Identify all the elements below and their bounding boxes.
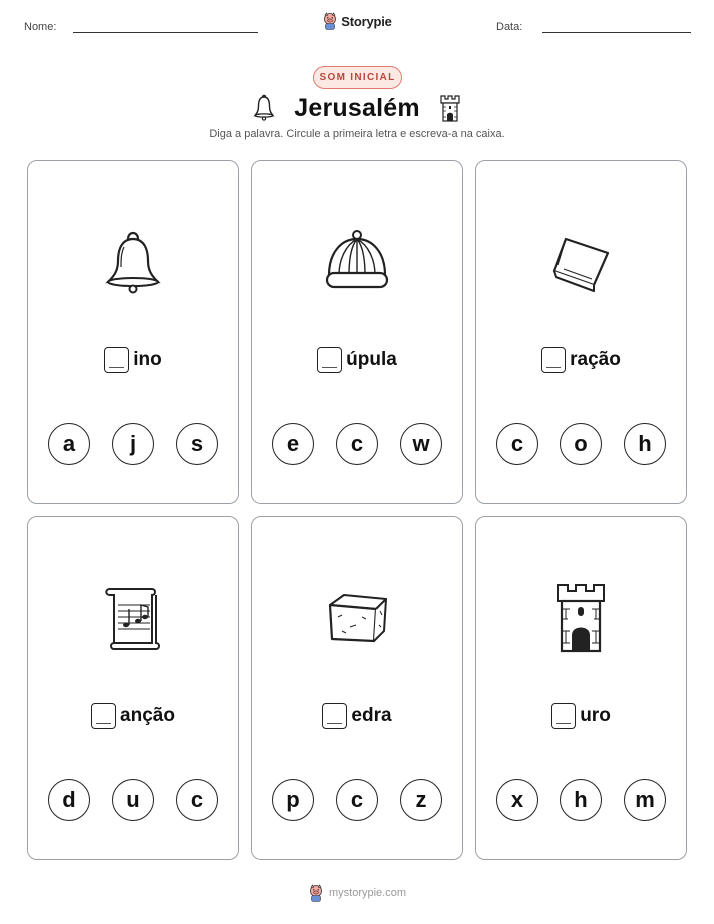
music-scroll-icon — [96, 581, 170, 655]
answer-box[interactable] — [91, 703, 116, 729]
date-field — [496, 20, 691, 33]
choice-letter[interactable]: m — [624, 779, 666, 821]
brand-name: Storypie — [341, 13, 392, 29]
exercise-grid — [27, 160, 688, 860]
choice-letter[interactable]: w — [400, 423, 442, 465]
castle-tower-icon — [438, 94, 462, 122]
choice-letter[interactable]: d — [48, 779, 90, 821]
choice-letter[interactable]: p — [272, 779, 314, 821]
pig-mascot-icon — [308, 884, 324, 902]
exercise-card-bell — [27, 160, 239, 504]
answer-box[interactable] — [541, 347, 566, 373]
instructions: Diga a palavra. Circule a primeira letra e escreva-a na caixa. — [209, 128, 505, 140]
choice-letter[interactable]: u — [112, 779, 154, 821]
answer-box[interactable] — [317, 347, 342, 373]
word-ending: úpula — [346, 349, 397, 370]
answer-box[interactable] — [104, 347, 129, 373]
footer-url[interactable]: mystorypie.com — [328, 887, 407, 899]
footer — [0, 884, 714, 902]
beanie-hat-icon — [320, 225, 394, 299]
choice-letter[interactable]: a — [48, 423, 90, 465]
choice-letter[interactable]: s — [176, 423, 218, 465]
pig-mascot-icon — [322, 12, 338, 30]
choice-letter[interactable]: z — [400, 779, 442, 821]
exercise-card-beanie — [251, 160, 463, 504]
word-ending: ração — [570, 349, 621, 370]
exercise-card-stone — [251, 516, 463, 860]
bell-icon — [252, 94, 276, 122]
name-label: Nome: — [24, 21, 57, 33]
answer-box[interactable] — [551, 703, 576, 729]
castle-tower-icon — [544, 581, 618, 655]
category-badge: SOM INICIAL — [313, 66, 402, 89]
bell-icon — [96, 225, 170, 299]
exercise-card-tower — [475, 516, 687, 860]
word-ending: anção — [120, 705, 175, 726]
choice-letter[interactable]: x — [496, 779, 538, 821]
title-row — [0, 92, 714, 124]
choice-letter[interactable]: o — [560, 423, 602, 465]
choice-letter[interactable]: c — [176, 779, 218, 821]
exercise-card-scroll — [27, 516, 239, 860]
choice-letter[interactable]: h — [624, 423, 666, 465]
word-ending: uro — [580, 705, 611, 726]
choice-letter[interactable]: c — [496, 423, 538, 465]
date-line[interactable] — [542, 20, 691, 33]
word-ending: edra — [351, 705, 392, 726]
exercise-card-napkin — [475, 160, 687, 504]
cloth-napkin-icon — [544, 225, 618, 299]
choice-letter[interactable]: c — [336, 779, 378, 821]
word-ending: ino — [133, 349, 162, 370]
stone-block-icon — [320, 581, 394, 655]
date-label: Data: — [496, 21, 523, 33]
choice-letter[interactable]: c — [336, 423, 378, 465]
page-title: Jerusalém — [294, 93, 420, 122]
choice-letter[interactable]: e — [272, 423, 314, 465]
choice-letter[interactable]: h — [560, 779, 602, 821]
choice-letter[interactable]: j — [112, 423, 154, 465]
answer-box[interactable] — [322, 703, 347, 729]
